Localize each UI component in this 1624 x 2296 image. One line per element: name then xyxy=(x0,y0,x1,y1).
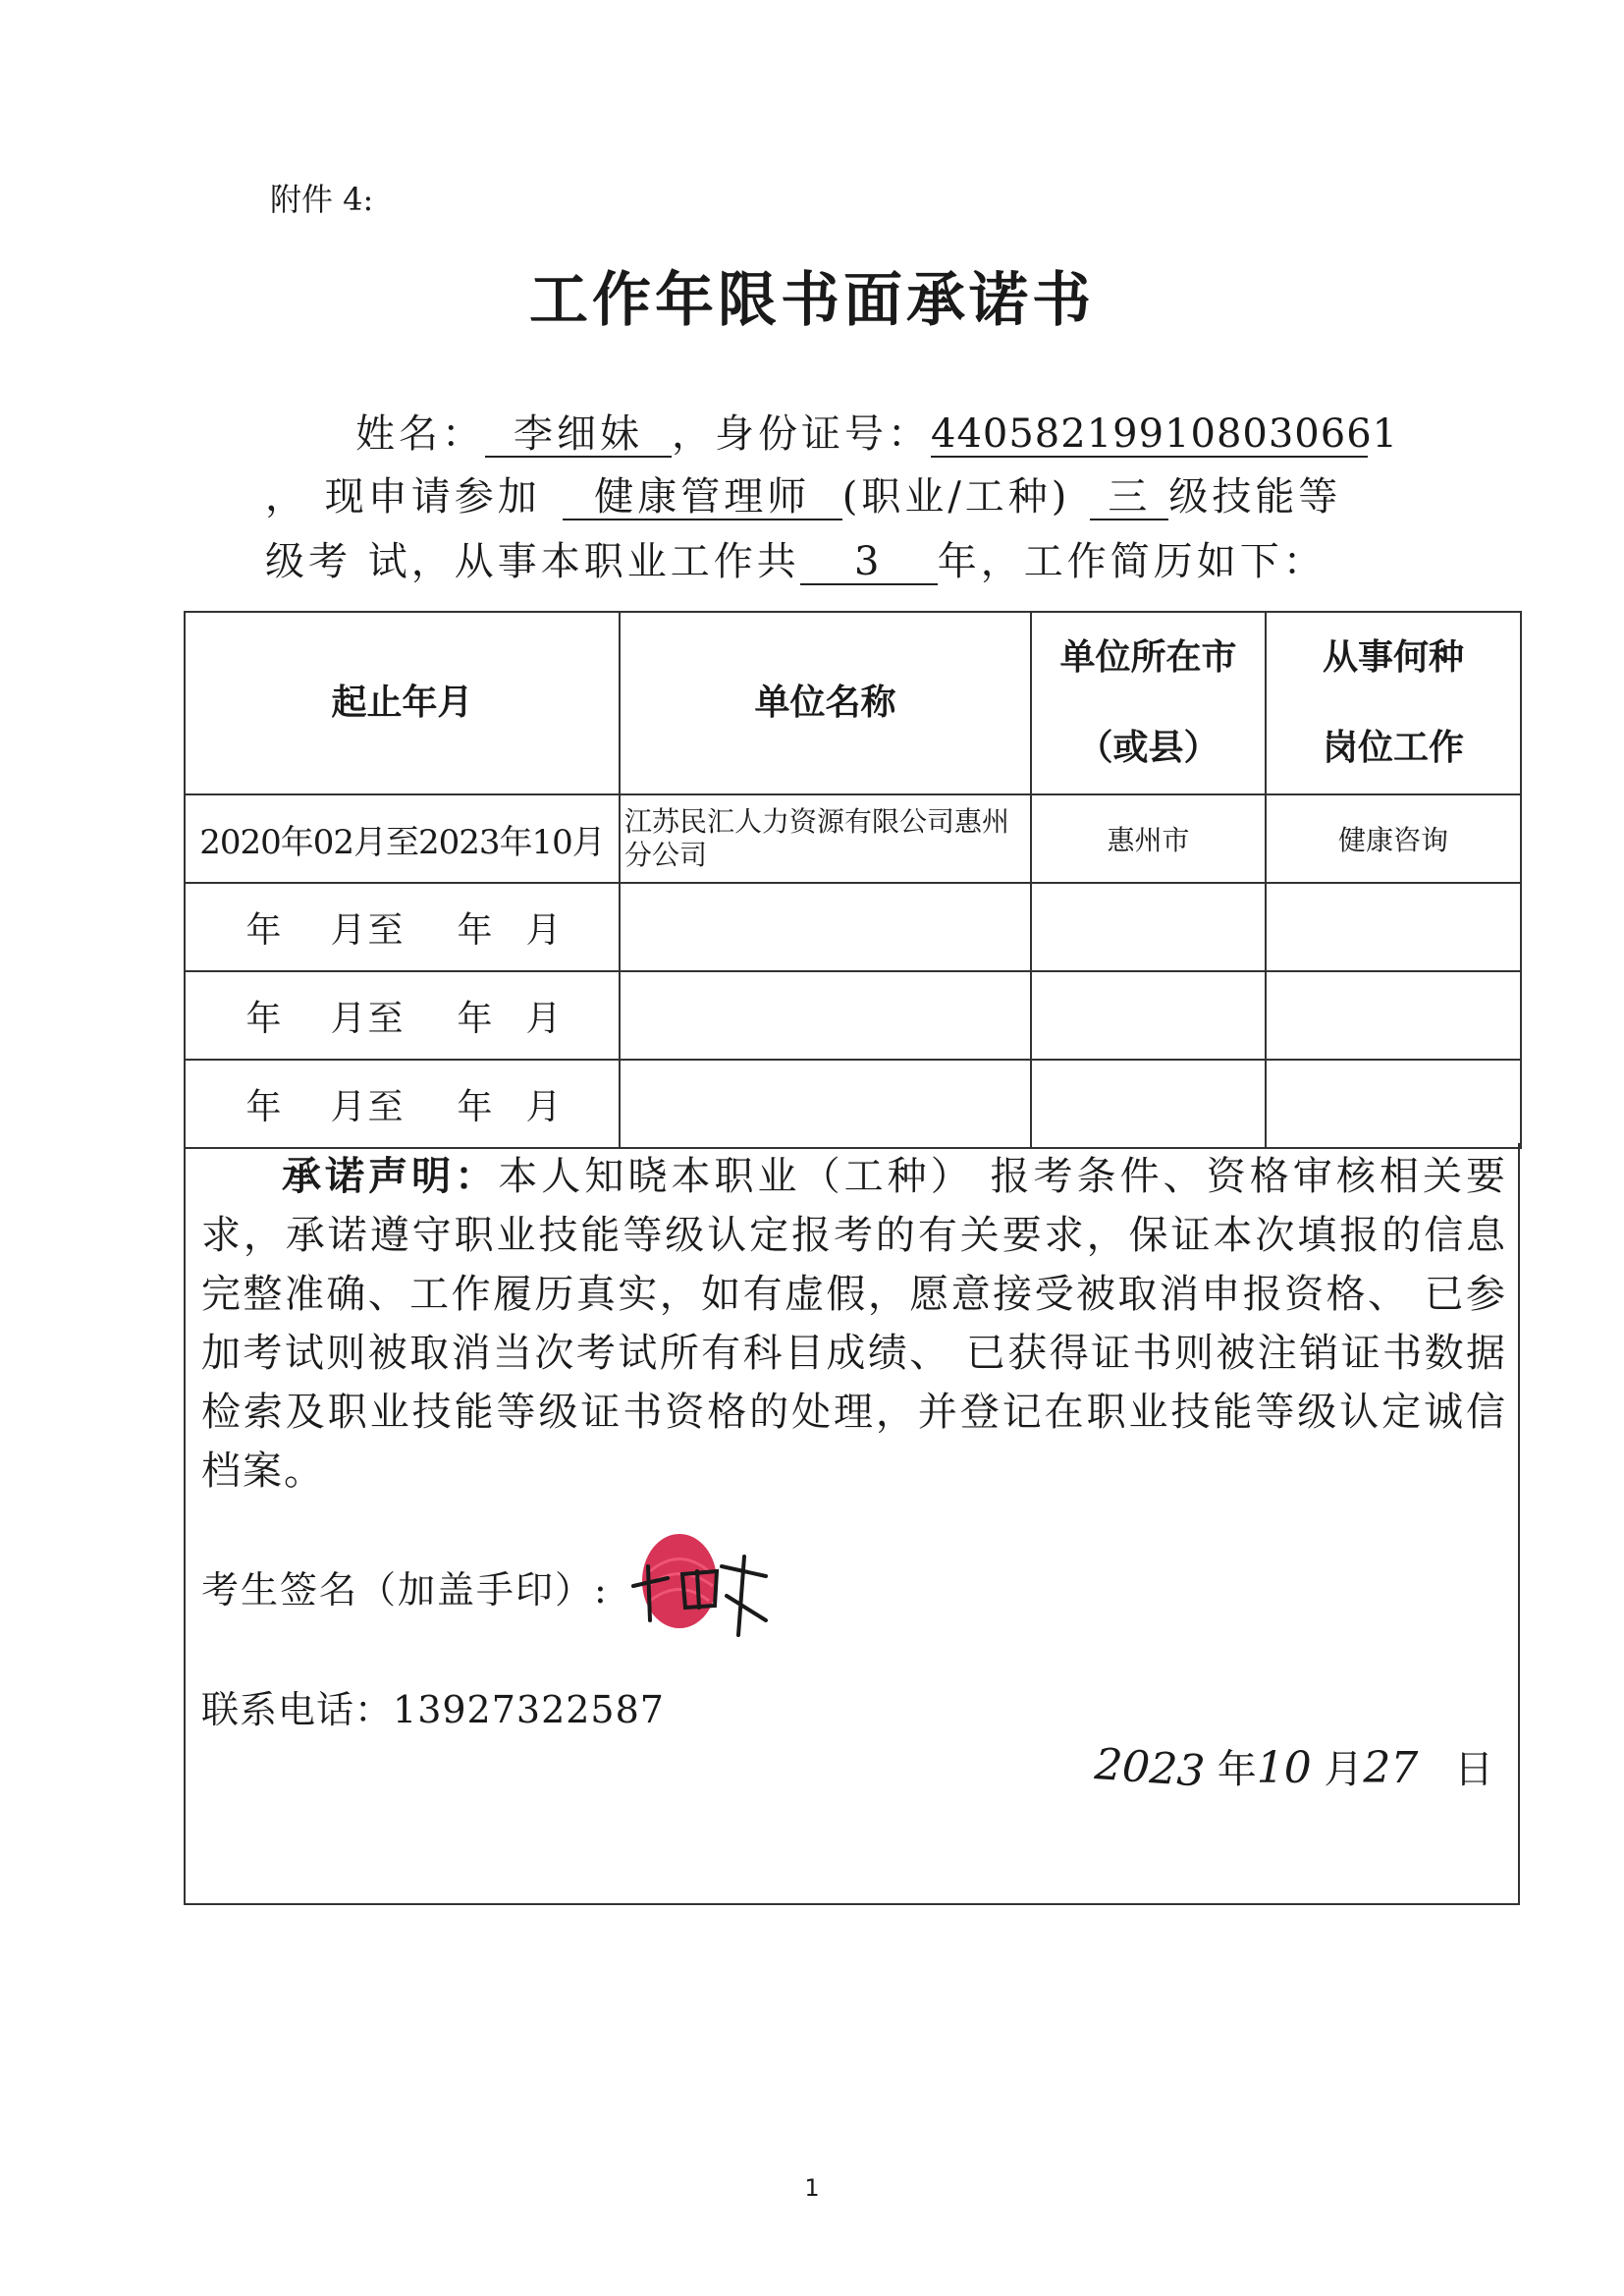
empty-year: 年 xyxy=(457,1086,495,1127)
phone-label: 联系电话： xyxy=(201,1688,394,1731)
empty-cell xyxy=(1031,1060,1266,1148)
row-period: 2020年02月至2023年10月 xyxy=(185,794,620,883)
empty-cell xyxy=(1266,971,1521,1060)
declaration-label: 承诺声明： xyxy=(280,1154,499,1199)
level-value: 三 xyxy=(1090,475,1168,520)
empty-month-to: 月至 xyxy=(330,909,406,951)
empty-year: 年 xyxy=(245,1086,284,1127)
empty-month-to: 月至 xyxy=(330,1086,406,1127)
date-year: 2023 xyxy=(1093,1739,1207,1797)
apply-prefix: ， 现申请参加 xyxy=(265,474,541,519)
empty-year: 年 xyxy=(457,909,495,951)
apply-line xyxy=(265,465,1341,521)
header-post xyxy=(1266,612,1521,794)
empty-month: 月 xyxy=(525,998,564,1039)
empty-cell xyxy=(1031,971,1266,1060)
header-city xyxy=(1031,612,1266,794)
name-value: 李细妹 xyxy=(485,412,672,458)
empty-cell xyxy=(620,971,1031,1060)
phone-line xyxy=(201,1679,665,1733)
empty-month-to: 月至 xyxy=(330,998,406,1039)
empty-year: 年 xyxy=(457,998,495,1039)
table-row xyxy=(185,1060,1521,1148)
header-unit: 单位名称 xyxy=(620,612,1031,794)
name-label: 姓名： xyxy=(355,411,485,457)
date-month-suffix: 月 xyxy=(1324,1747,1364,1792)
empty-month: 月 xyxy=(525,1086,564,1127)
fingerprint-signature xyxy=(628,1527,776,1655)
id-label: ，身份证号： xyxy=(672,411,931,457)
table-row xyxy=(185,794,1521,883)
empty-month: 月 xyxy=(525,909,564,951)
empty-cell xyxy=(1266,1060,1521,1148)
exam-line xyxy=(265,530,1326,586)
signing-date xyxy=(1093,1738,1494,1797)
row-period-empty xyxy=(185,1060,620,1148)
empty-year: 年 xyxy=(245,909,284,951)
empty-cell xyxy=(620,1060,1031,1148)
header-post-line2: 岗位工作 xyxy=(1322,728,1464,768)
declaration-text xyxy=(201,1147,1507,1501)
header-city-line1: 单位所在市 xyxy=(1059,637,1237,678)
empty-year: 年 xyxy=(245,998,284,1039)
occupation-value: 健康管理师 xyxy=(563,475,842,520)
table-row xyxy=(185,971,1521,1060)
signature-label: 考生签名（加盖手印）: xyxy=(201,1568,609,1612)
declaration-body: 本人知晓本职业（工种） 报考条件、资格审核相关要求，承诺遵守职业技能等级认定报考的有关要求，保证本次填报的信息完整准确、工作履历真实，如有虚假，愿意接受被取消申报资格、 已参加考试则被取消当次考试所有科目成绩、 已获得证书则被注销证书数据检索及职业技能等级证书资格的处理，并登记在职业技能等级认定诚信档案。 xyxy=(201,1154,1507,1494)
row-city: 惠州市 xyxy=(1031,794,1266,883)
work-history-table xyxy=(184,611,1522,1149)
row-post: 健康咨询 xyxy=(1266,794,1521,883)
page-number: 1 xyxy=(804,2174,820,2202)
years-value: 3 xyxy=(800,540,938,585)
name-line xyxy=(355,403,1399,459)
document-title: 工作年限书面承诺书 xyxy=(529,266,1095,335)
empty-cell xyxy=(620,883,1031,971)
row-period-empty xyxy=(185,971,620,1060)
level-suffix: 级技能等 xyxy=(1168,474,1342,519)
exam-prefix: 级考 试，从事本职业工作共 xyxy=(265,539,800,584)
id-number: 440582199108030661 xyxy=(931,411,1399,457)
date-year-suffix: 年 xyxy=(1217,1747,1257,1792)
attachment-label: 附件 4: xyxy=(270,181,374,218)
header-city-line2: （或县） xyxy=(1077,728,1219,768)
signature-line xyxy=(201,1559,609,1613)
empty-cell xyxy=(1266,883,1521,971)
table-row xyxy=(185,883,1521,971)
phone-number: 13927322587 xyxy=(393,1688,665,1731)
row-period-empty xyxy=(185,883,620,971)
occupation-suffix: (职业/工种) xyxy=(841,474,1071,519)
date-month: 10 xyxy=(1256,1743,1312,1793)
date-day: 27 xyxy=(1363,1743,1419,1793)
header-period: 起止年月 xyxy=(185,612,620,794)
header-post-line1: 从事何种 xyxy=(1322,637,1464,678)
date-day-suffix: 日 xyxy=(1454,1747,1494,1792)
years-suffix: 年，工作简历如下： xyxy=(937,539,1326,584)
empty-cell xyxy=(1031,883,1266,971)
row-unit: 江苏民汇人力资源有限公司惠州分公司 xyxy=(620,794,1031,883)
